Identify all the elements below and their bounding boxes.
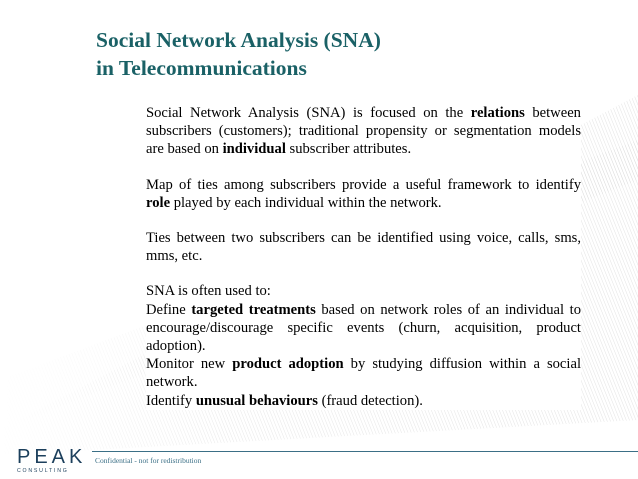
peak-consulting-logo: [17, 447, 86, 474]
title-line-2: in Telecommunications: [96, 56, 307, 80]
slide-body: [146, 104, 581, 410]
emphasis-individual: individual: [222, 141, 286, 158]
emphasis-product-adoption: product adoption: [232, 356, 344, 373]
paragraph-map-of-ties: [146, 176, 581, 212]
text-run: Define: [146, 301, 192, 318]
text-run: Social Network Analysis (SNA) is focused on the: [146, 105, 471, 121]
slide-title: [96, 26, 381, 82]
title-line-1: Social Network Analysis (SNA): [96, 28, 381, 52]
paragraph-sna-focus: [146, 104, 581, 159]
text-run: by studying diffusion within a social network.: [146, 356, 581, 391]
text-run: Ties between two subscribers can be identified using voice, calls, sms, mms, etc.: [146, 230, 581, 265]
paragraph-sna-uses-intro: [146, 282, 581, 300]
footer-divider: [92, 451, 638, 452]
text-run: played by each individual within the network.: [170, 194, 442, 211]
emphasis-relations: relations: [470, 105, 525, 121]
emphasis-role: role: [146, 194, 171, 211]
confidential-notice: Confidential - not for redistribution: [95, 456, 202, 465]
paragraph-define-treatments: [146, 301, 581, 356]
paragraph-ties: [146, 229, 581, 265]
text-run: Map of ties among subscribers provide a useful framework to identify: [146, 176, 581, 193]
text-run: subscriber attributes.: [285, 141, 412, 158]
text-run: Identify: [146, 392, 196, 409]
text-run: (fraud detection).: [317, 392, 423, 409]
text-run: Monitor new: [146, 356, 233, 373]
text-run: between subscribers (customers); traditional propensity or segmentation models are based on: [146, 105, 581, 158]
text-run: based on network roles of an individual to encourage/discourage specific events (churn, acquisition, product adoption).: [146, 301, 581, 355]
emphasis-targeted-treatments: targeted treatments: [191, 301, 316, 318]
paragraph-monitor-adoption: [146, 355, 581, 391]
text-run: SNA is often used to:: [146, 283, 271, 300]
logo-subtext: CONSULTING: [17, 468, 69, 474]
paragraph-unusual-behaviours: [146, 392, 581, 410]
emphasis-unusual-behaviours: unusual behaviours: [195, 392, 318, 409]
logo-wordmark: PEAK: [17, 446, 87, 468]
